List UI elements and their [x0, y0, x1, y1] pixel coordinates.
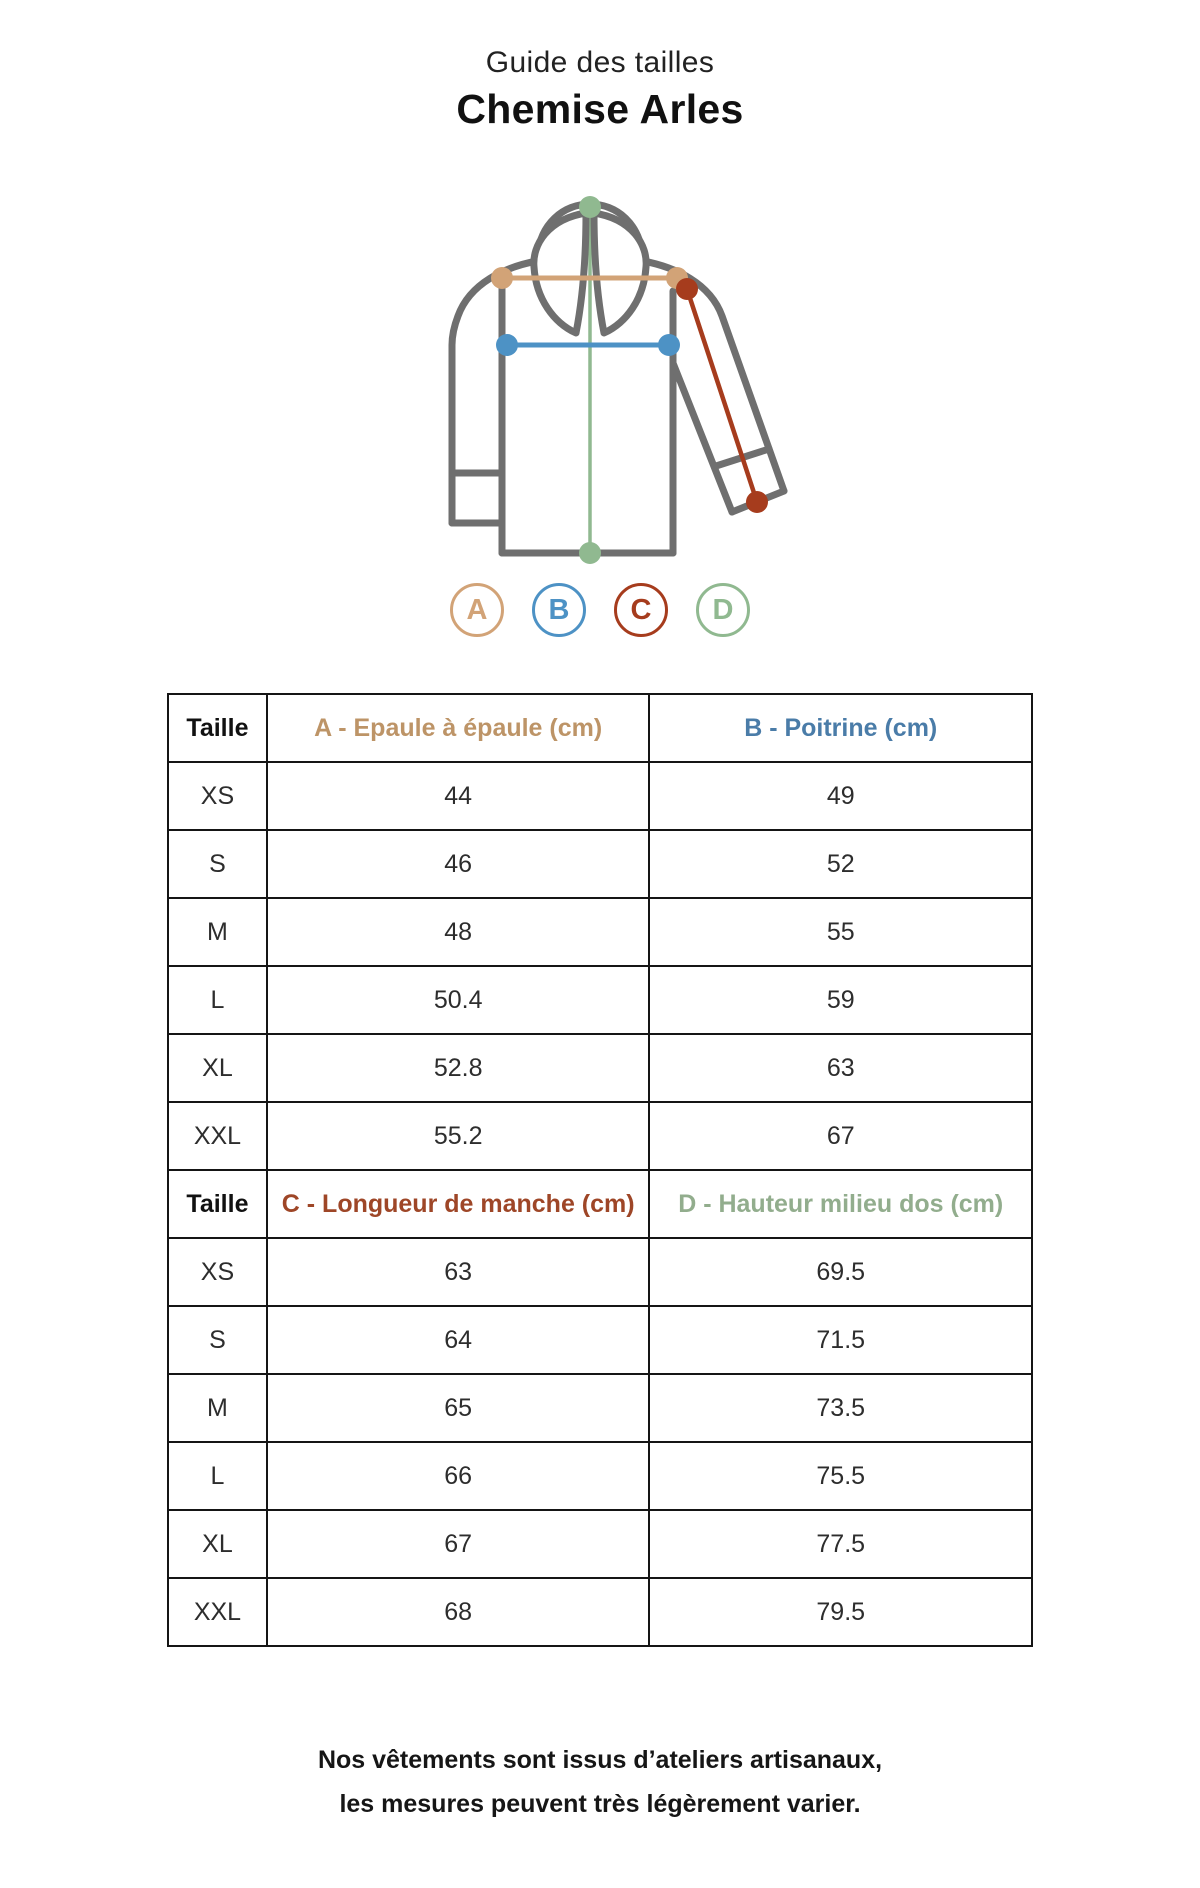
table-header-row-cd	[168, 1170, 1032, 1238]
size-column-header: Taille	[168, 1170, 267, 1238]
value-cell-d: 73.5	[649, 1374, 1032, 1442]
size-cell: L	[168, 966, 267, 1034]
footer-line-1: Nos vêtements sont issus d’ateliers artisanaux,	[317, 1746, 883, 1774]
table-row	[168, 966, 1032, 1034]
column-header-a: A - Epaule à épaule (cm)	[267, 694, 650, 762]
measure-badge-c: C	[614, 583, 668, 637]
value-cell-c: 68	[267, 1578, 650, 1646]
measure-dot-b-left	[496, 334, 518, 356]
measure-dot-b-right	[658, 334, 680, 356]
size-cell: XL	[168, 1034, 267, 1102]
value-cell-d: 77.5	[649, 1510, 1032, 1578]
guide-subtitle: Guide des tailles	[485, 46, 715, 79]
table-row	[168, 1374, 1032, 1442]
value-cell-a: 46	[267, 830, 650, 898]
shirt-measurement-diagram	[370, 161, 830, 637]
value-cell-a: 52.8	[267, 1034, 650, 1102]
value-cell-b: 59	[649, 966, 1032, 1034]
value-cell-a: 50.4	[267, 966, 650, 1034]
measure-dot-d-bottom	[579, 542, 601, 564]
table-header-row-ab	[168, 694, 1032, 762]
size-column-header: Taille	[168, 694, 267, 762]
size-cell: S	[168, 830, 267, 898]
value-cell-d: 79.5	[649, 1578, 1032, 1646]
size-cell: L	[168, 1442, 267, 1510]
value-cell-c: 66	[267, 1442, 650, 1510]
value-cell-c: 65	[267, 1374, 650, 1442]
footer-note	[0, 1739, 1200, 1827]
column-header-b: B - Poitrine (cm)	[649, 694, 1032, 762]
value-cell-b: 63	[649, 1034, 1032, 1102]
measure-dot-c-top	[676, 278, 698, 300]
measure-dot-a-left	[491, 267, 513, 289]
table-row	[168, 830, 1032, 898]
table-row	[168, 1578, 1032, 1646]
value-cell-b: 55	[649, 898, 1032, 966]
size-cell: S	[168, 1306, 267, 1374]
value-cell-a: 44	[267, 762, 650, 830]
table-row	[168, 762, 1032, 830]
value-cell-c: 67	[267, 1510, 650, 1578]
size-cell: XS	[168, 1238, 267, 1306]
right-sleeve-inner	[673, 363, 732, 512]
size-cell: M	[168, 898, 267, 966]
column-header-d: D - Hauteur milieu dos (cm)	[649, 1170, 1032, 1238]
table-section-ab	[168, 694, 1032, 1170]
size-cell: M	[168, 1374, 267, 1442]
shirt-diagram-icon	[380, 161, 820, 575]
size-cell: XL	[168, 1510, 267, 1578]
value-cell-b: 52	[649, 830, 1032, 898]
footer-line-2: les mesures peuvent très légèrement varier.	[339, 1789, 861, 1818]
column-header-c: C - Longueur de manche (cm)	[267, 1170, 650, 1238]
table-row	[168, 1034, 1032, 1102]
measure-badge-d: D	[696, 583, 750, 637]
measure-badge-a: A	[450, 583, 504, 637]
table-row	[168, 898, 1032, 966]
table-row	[168, 1306, 1032, 1374]
value-cell-b: 49	[649, 762, 1032, 830]
size-cell: XXL	[168, 1102, 267, 1170]
value-cell-c: 64	[267, 1306, 650, 1374]
measure-legend	[370, 583, 830, 637]
left-shoulder-and-sleeve	[452, 261, 537, 523]
table-row	[168, 1238, 1032, 1306]
value-cell-b: 67	[649, 1102, 1032, 1170]
value-cell-a: 55.2	[267, 1102, 650, 1170]
value-cell-d: 75.5	[649, 1442, 1032, 1510]
header	[0, 46, 1200, 133]
table-row	[168, 1510, 1032, 1578]
value-cell-a: 48	[267, 898, 650, 966]
value-cell-d: 71.5	[649, 1306, 1032, 1374]
value-cell-c: 63	[267, 1238, 650, 1306]
size-guide-table	[167, 693, 1033, 1647]
measure-dot-c-bottom	[746, 491, 768, 513]
product-title: Chemise Arles	[456, 86, 744, 132]
table-row	[168, 1442, 1032, 1510]
table-row	[168, 1102, 1032, 1170]
measure-dot-d-top	[579, 196, 601, 218]
table-section-cd	[168, 1170, 1032, 1646]
measure-badge-b: B	[532, 583, 586, 637]
value-cell-d: 69.5	[649, 1238, 1032, 1306]
size-cell: XXL	[168, 1578, 267, 1646]
size-cell: XS	[168, 762, 267, 830]
